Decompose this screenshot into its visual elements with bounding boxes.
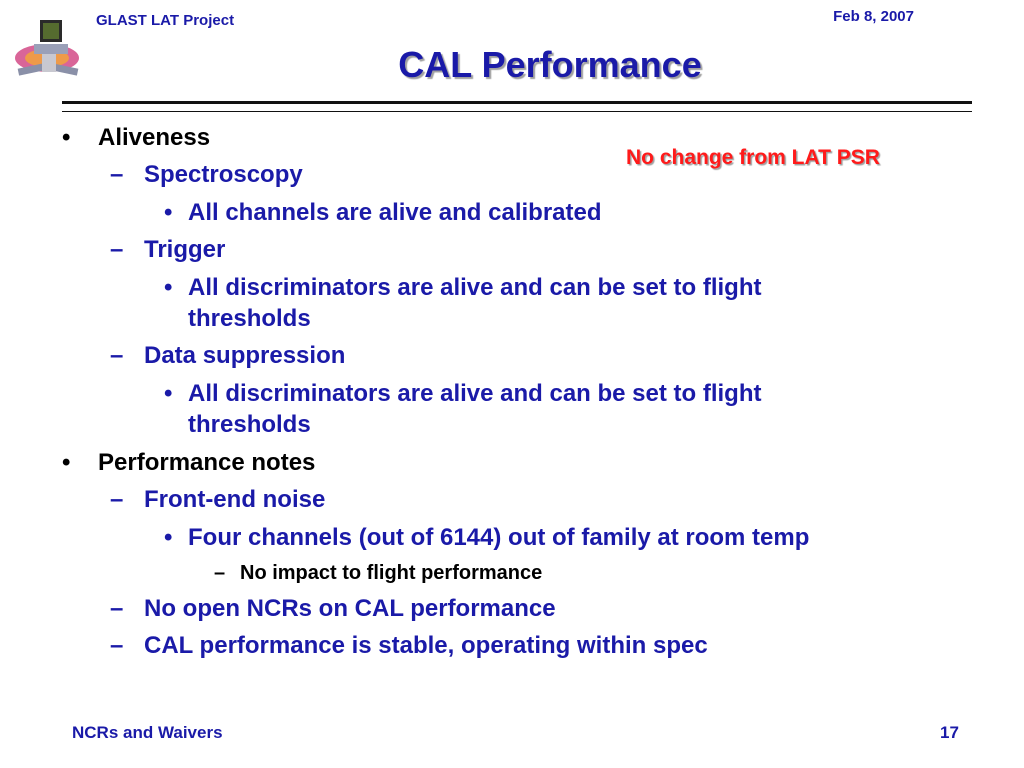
title-rule — [62, 101, 972, 112]
sub-data-suppression: Data suppression — [144, 342, 346, 369]
project-name: GLAST LAT Project — [96, 12, 235, 29]
detail-front-end-impact: No impact to flight performance — [240, 562, 543, 584]
bullet-marker: • — [62, 124, 71, 151]
sub-front-end-noise: Front-end noise — [144, 486, 326, 513]
bullet-marker: • — [164, 274, 173, 301]
dash-marker: – — [110, 236, 124, 263]
dash-marker: – — [110, 632, 124, 659]
bullet-aliveness: Aliveness — [98, 124, 211, 151]
sub-trigger: Trigger — [144, 236, 226, 263]
bullet-marker: • — [164, 380, 173, 407]
sub-no-open-ncrs: No open NCRs on CAL performance — [144, 595, 556, 622]
footer-section-name: NCRs and Waivers — [72, 723, 223, 742]
change-note: No change from LAT PSR — [626, 146, 880, 169]
bullet-performance-notes: Performance notes — [98, 449, 316, 476]
detail-spectroscopy: All channels are alive and calibrated — [188, 199, 602, 226]
bullet-marker: • — [164, 524, 173, 551]
detail-data-suppression-line2: thresholds — [188, 411, 311, 438]
slide-date: Feb 8, 2007 — [833, 8, 914, 25]
detail-trigger-line2: thresholds — [188, 305, 311, 332]
dash-marker: – — [110, 342, 124, 369]
dash-marker: – — [110, 161, 124, 188]
slide-title: CAL Performance — [398, 44, 702, 85]
detail-trigger-line1: All discriminators are alive and can be set to flight — [188, 274, 762, 301]
dash-marker: – — [110, 595, 124, 622]
detail-front-end: Four channels (out of 6144) out of family at room temp — [188, 524, 810, 551]
page-number: 17 — [940, 723, 959, 742]
sub-performance-stable: CAL performance is stable, operating within spec — [144, 632, 708, 659]
bullet-marker: • — [164, 199, 173, 226]
dash-marker: – — [110, 486, 124, 513]
detail-data-suppression-line1: All discriminators are alive and can be set to flight — [188, 380, 762, 407]
bullet-marker: • — [62, 449, 71, 476]
dash-marker: – — [214, 562, 226, 584]
sub-spectroscopy: Spectroscopy — [144, 161, 303, 188]
